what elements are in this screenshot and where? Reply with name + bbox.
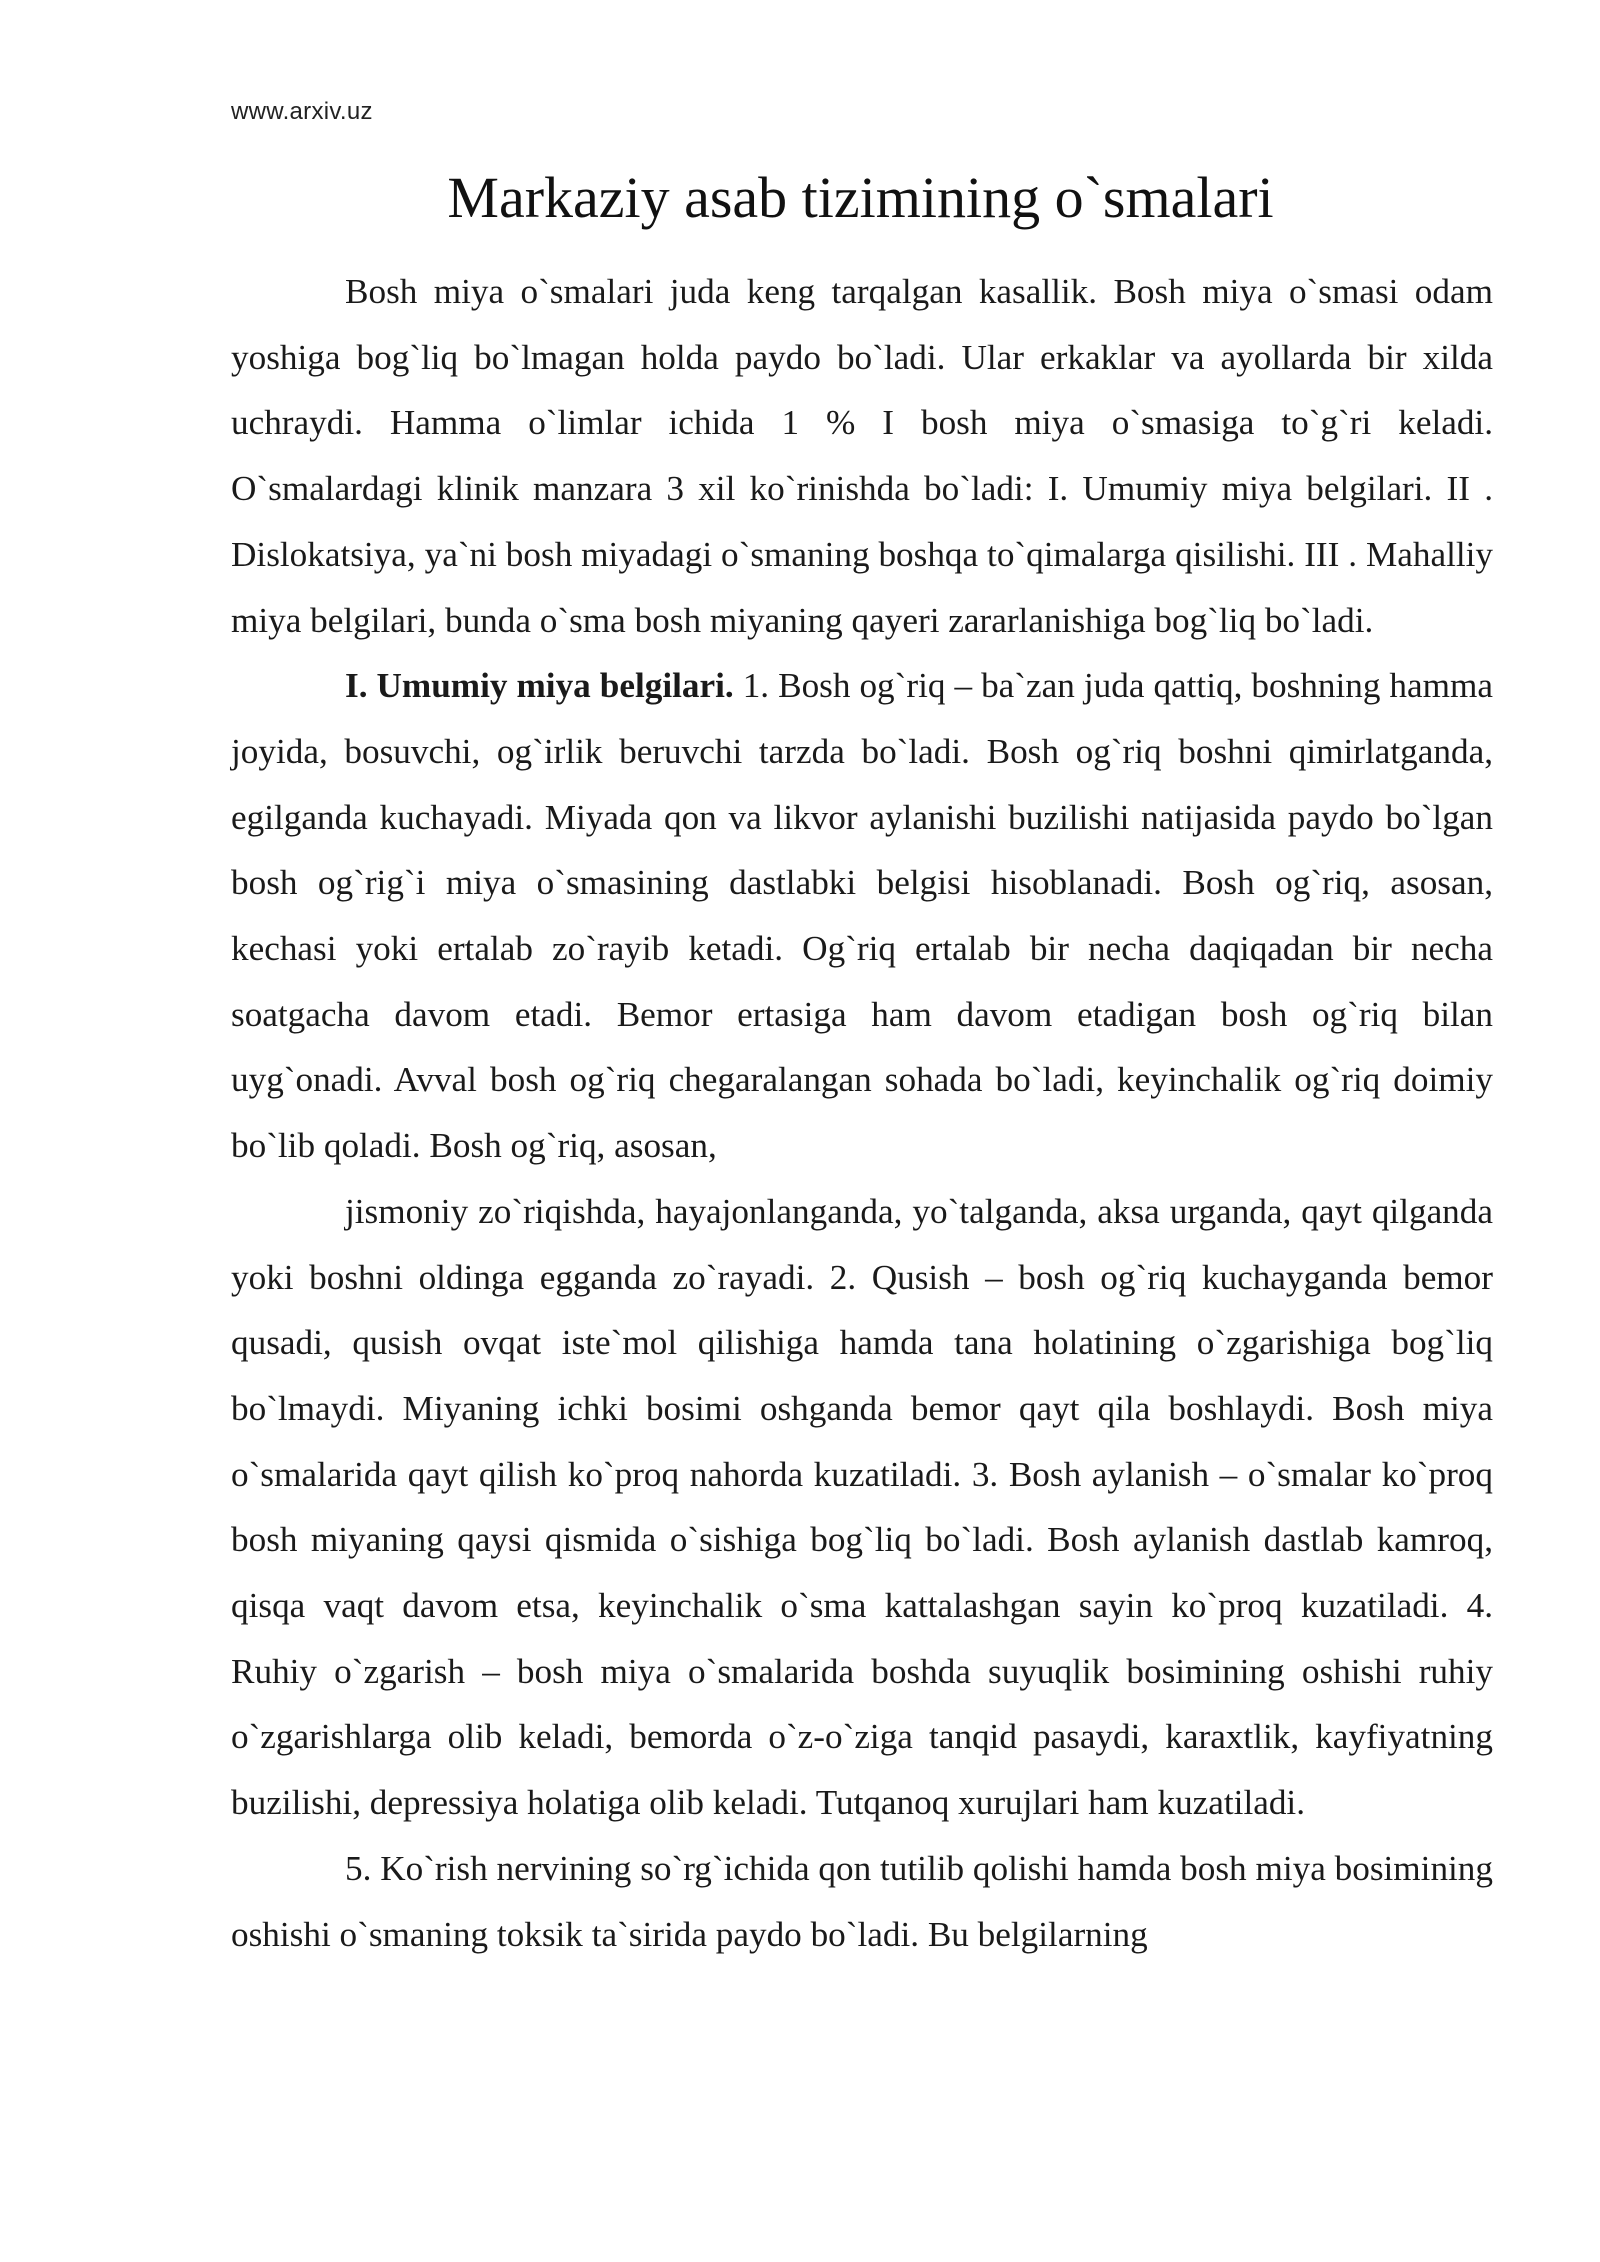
- paragraph-1: [231, 259, 1493, 653]
- paragraph-text: jismoniy zo`riqishda, hayajonlanganda, yo`talganda, aksa urganda, qayt qilganda yoki boshni oldinga egganda zo`rayadi. 2. Qusish – bosh og`riq kuchayganda bemor qusadi, qusish ovqat iste`mol qilishiga hamda tana holatining o`zgarishiga bog`liq bo`lmaydi. Miyaning ichki bosimi oshganda bemor qayt qila boshlaydi. Bosh miya o`smalarida qayt qilish ko`proq nahorda kuzatiladi. 3. Bosh aylanish – o`smalar ko`proq bosh miyaning qaysi qismida o`sishiga bog`liq bo`ladi. Bosh aylanish dastlab kamroq, qisqa vaqt davom etsa, keyinchalik o`sma kattalashgan sayin ko`proq kuzatiladi. 4. Ruhiy o`zgarish – bosh miya o`smalarida boshda suyuqlik bosimining oshishi ruhiy o`zgarishlarga olib keladi, bemorda o`z-o`ziga tanqid pasaydi, karaxtlik, kayfiyatning buzilishi, depressiya holatiga olib keladi. Tutqanoq xurujlari ham kuzatiladi.: [231, 1191, 1493, 1823]
- header-url: www.arxiv.uz: [231, 98, 373, 125]
- paragraph-3: [231, 1179, 1493, 1836]
- document-title: Markaziy asab tizimining o`smalari: [447, 165, 1274, 230]
- paragraph-text: 5. Ko`rish nervining so`rg`ichida qon tutilib qolishi hamda bosh miya bosimining oshishi o`smaning toksik ta`sirida paydo bo`ladi. Bu belgilarning: [231, 1848, 1493, 1954]
- paragraph-text: Bosh miya o`smalari juda keng tarqalgan kasallik. Bosh miya o`smasi odam yoshiga bog`liq bo`lmagan holda paydo bo`ladi. Ular erkaklar va ayollarda bir xilda uchraydi. Hamma o`limlar ichida 1 % I bosh miya o`smasiga to`g`ri keladi. O`smalardagi klinik manzara 3 xil ko`rinishda bo`ladi: I. Umumiy miya belgilari. II . Dislokatsiya, ya`ni bosh miyadagi o`smaning boshqa to`qimalarga qisilishi. III . Mahalliy miya belgilari, bunda o`sma bosh miyaning qayeri zararlanishiga bog`liq bo`ladi.: [231, 272, 1493, 640]
- paragraph-2: [231, 653, 1493, 1179]
- document-body: [231, 259, 1493, 1967]
- paragraph-4: [231, 1836, 1493, 1967]
- section-heading: I. Umumiy miya belgilari.: [345, 666, 734, 706]
- paragraph-text: 1. Bosh og`riq – ba`zan juda qattiq, boshning hamma joyida, bosuvchi, og`irlik beruvchi tarzda bo`ladi. Bosh og`riq boshni qimirlatganda, egilganda kuchayadi. Miyada qon va likvor aylanishi buzilishi natijasida paydo bo`lgan bosh og`rig`i miya o`smasining dastlabki belgisi hisoblanadi. Bosh og`riq, asosan, kechasi yoki ertalab zo`rayib ketadi. Og`riq ertalab bir necha daqiqadan bir necha soatgacha davom etadi. Bemor ertasiga ham davom etadigan bosh og`riq bilan uyg`onadi. Avval bosh og`riq chegaralangan sohada bo`ladi, keyinchalik og`riq doimiy bo`lib qoladi. Bosh og`riq, asosan,: [231, 666, 1494, 1166]
